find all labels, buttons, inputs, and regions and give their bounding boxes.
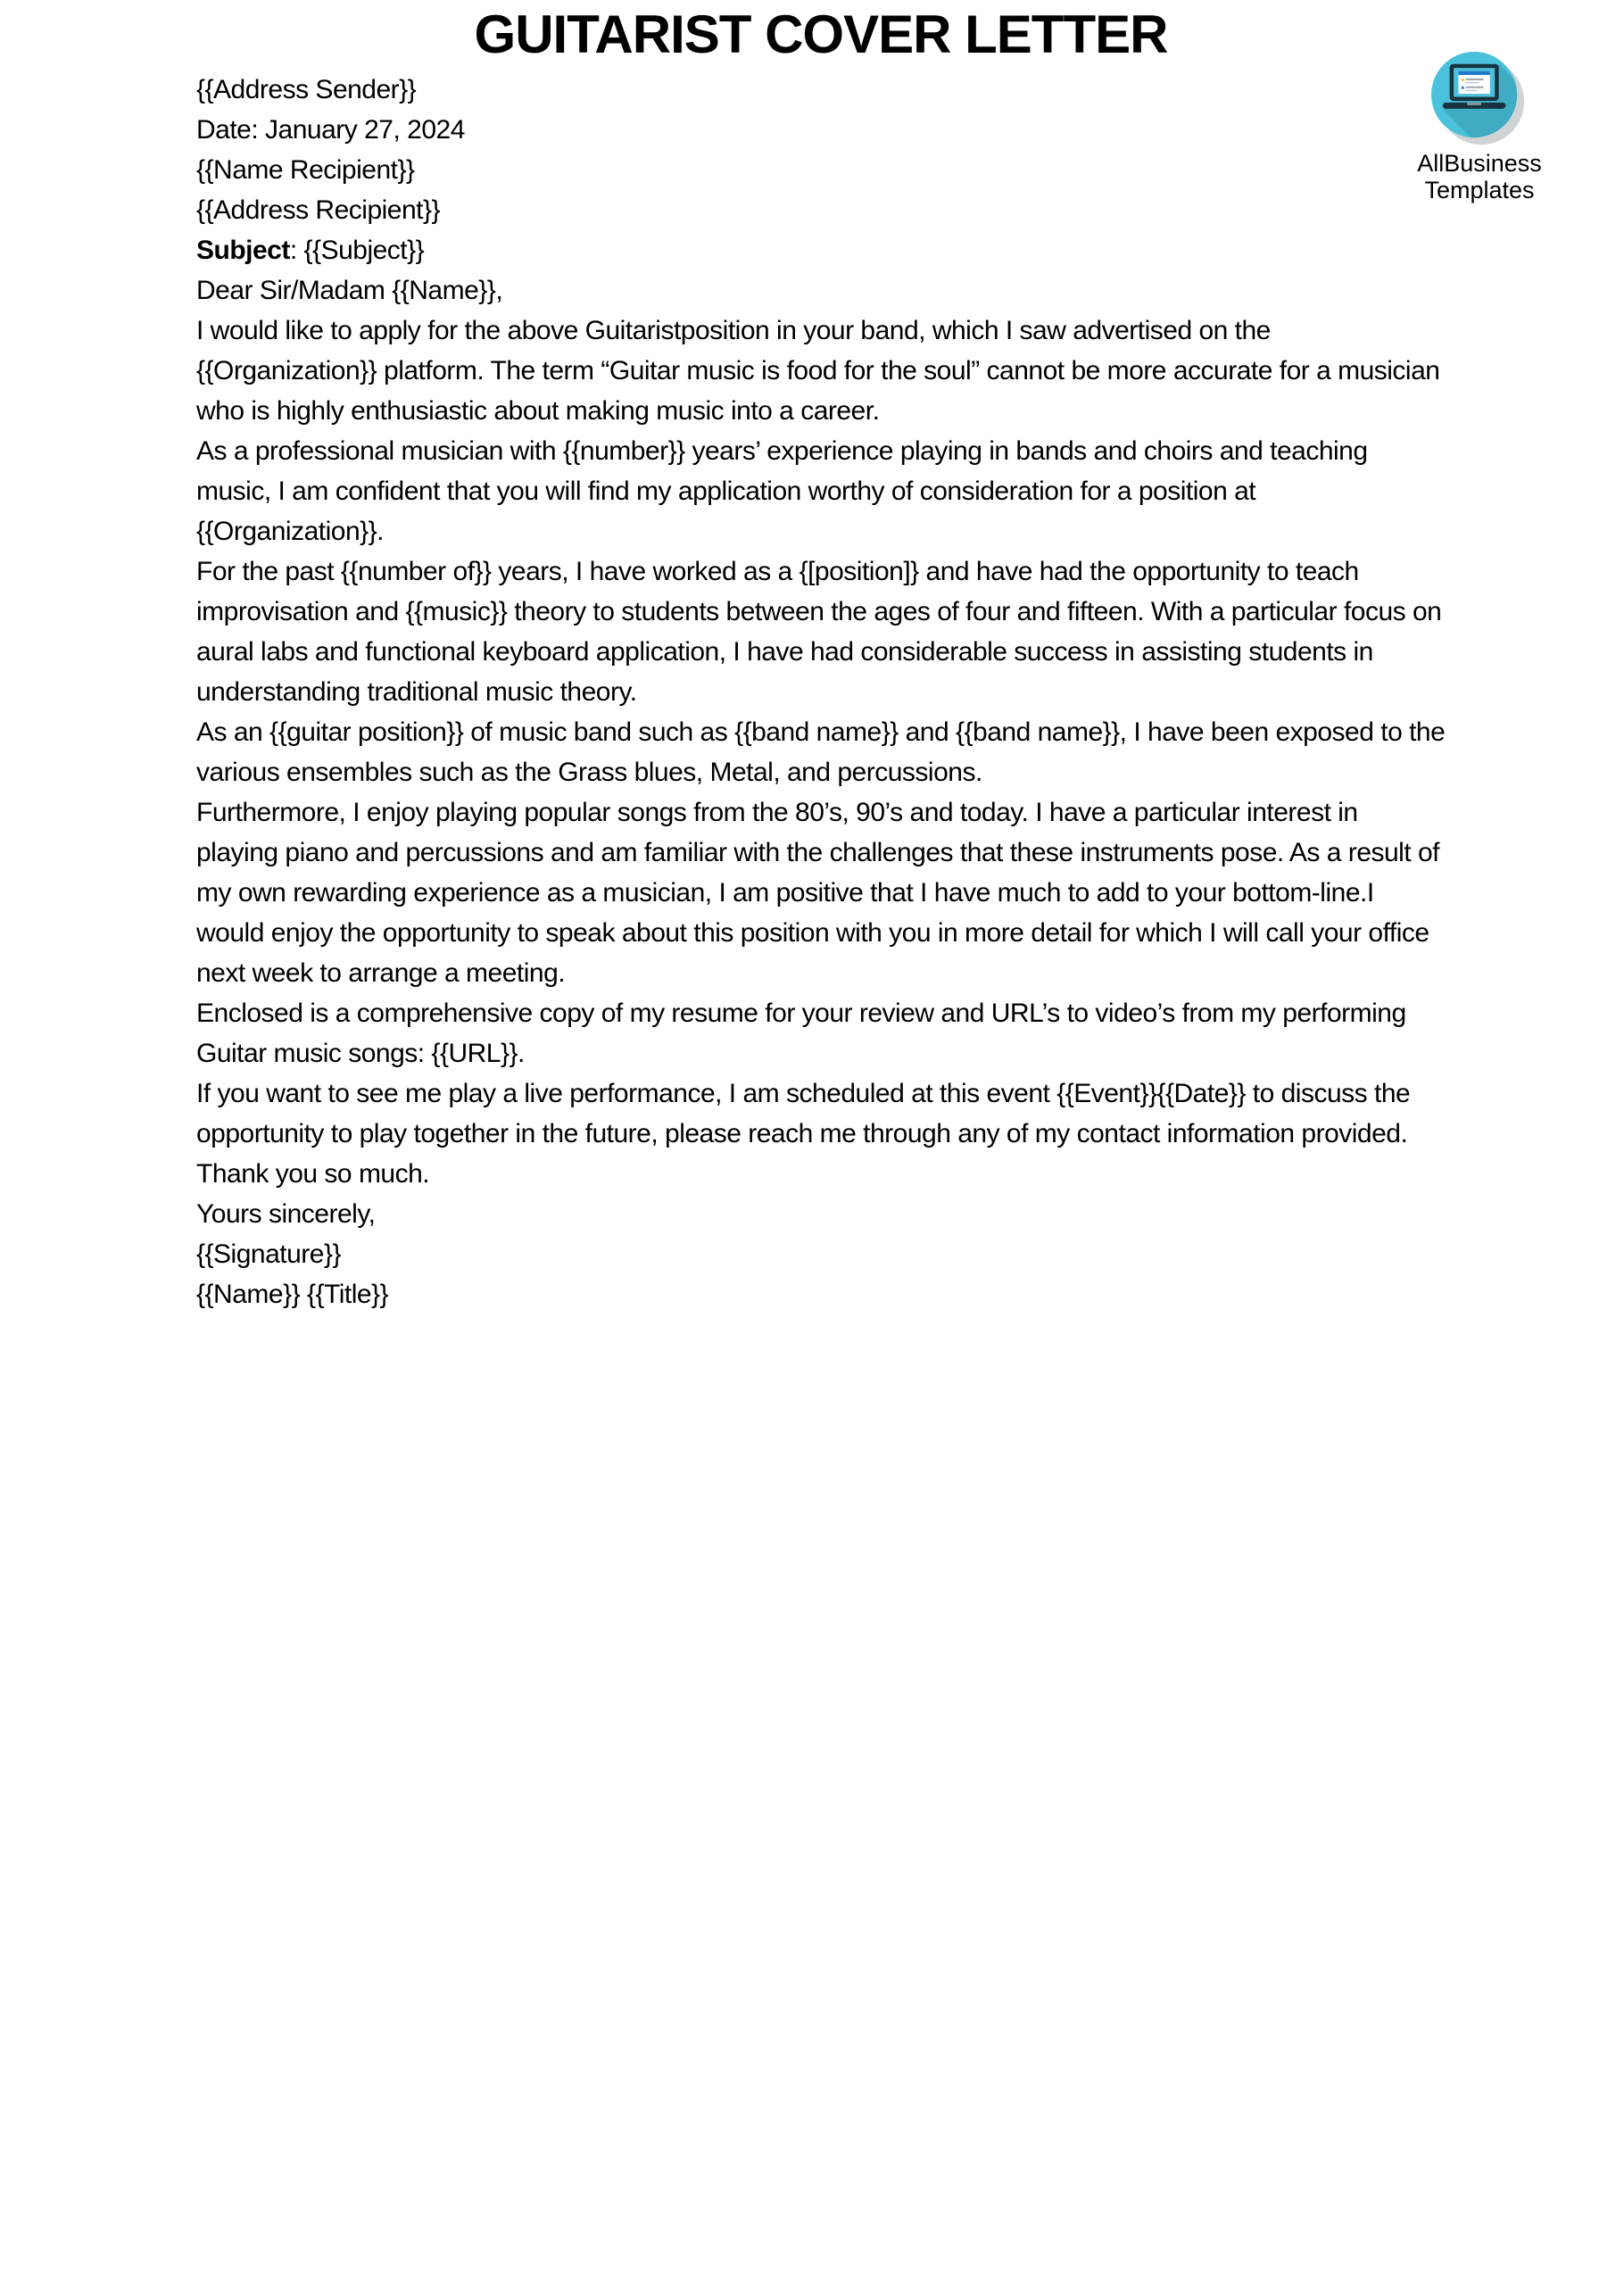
letter-body bbox=[196, 0, 1446, 1314]
recipient-block bbox=[196, 150, 1446, 230]
body-paragraph-7: If you want to see me play a live performance, I am scheduled at this event {{Event}}{{Date}} to discuss the opportunity to play together in the future, please reach me through any of my contact information provided. Thank you so much. bbox=[196, 1079, 1411, 1189]
subject-label: Subject bbox=[196, 236, 290, 265]
subject-value: : {{Subject}} bbox=[289, 236, 425, 265]
date-line: Date: January 27, 2024 bbox=[196, 115, 465, 145]
brand-name-line2: Templates bbox=[1424, 177, 1535, 203]
brand-name-line1: AllBusiness bbox=[1417, 150, 1542, 177]
body-paragraph-2: As a professional musician with {{number}} years’ experience playing in bands and choirs and teaching music, I am confident that you will find my application worthy of consideration for a position at {{Organization}}. bbox=[196, 436, 1368, 546]
subject-line bbox=[196, 230, 1446, 270]
closing-line: Yours sincerely, bbox=[196, 1199, 376, 1229]
body-paragraph-3: For the past {{number of}} years, I have worked as a {[position]} and have had the opportunity to teach improvisation and {{music}} theory to students between the ages of four and fifteen. With a particular focus on aural labs and functional keyboard application, I have had considerable success in assisting students in understanding traditional music theory. bbox=[196, 557, 1442, 707]
closing-block bbox=[196, 1194, 1446, 1314]
salutation: Dear Sir/Madam {{Name}}, bbox=[196, 276, 503, 305]
signature-placeholder: {{Signature}} bbox=[196, 1239, 342, 1269]
body-paragraph-4: As an {{guitar position}} of music band such as {{band name}} and {{band name}}, I have been exposed to the various ensembles such as the Grass blues, Metal, and percussions. bbox=[196, 717, 1446, 787]
body-paragraph-1: I would like to apply for the above Guitaristposition in your band, which I saw advertised on the {{Organization}} platform. The term “Guitar music is food for the soul” cannot be more accurate for a musician who is highly enthusiastic about making music into a career. bbox=[196, 316, 1440, 426]
sender-address: {{Address Sender}} bbox=[196, 75, 417, 104]
laptop-icon bbox=[1431, 52, 1528, 148]
recipient-name: {{Name Recipient}} bbox=[196, 155, 415, 185]
body-paragraph-5: Furthermore, I enjoy playing popular songs from the 80’s, 90’s and today. I have a particular interest in playing piano and percussions and am familiar with the challenges that these instruments pose. As a result of my own rewarding experience as a musician, I am positive that I have much to add to your bottom-line.I would enjoy the opportunity to speak about this position with you in more detail for which I will call your office next week to arrange a meeting. bbox=[196, 798, 1439, 988]
page-title: GUITARIST COVER LETTER bbox=[474, 4, 1168, 64]
name-title-placeholder: {{Name}} {{Title}} bbox=[196, 1280, 389, 1309]
body-paragraph-6: Enclosed is a comprehensive copy of my resume for your review and URL’s to video’s from my performing Guitar music songs: {{URL}}. bbox=[196, 999, 1406, 1068]
recipient-address: {{Address Recipient}} bbox=[196, 195, 441, 225]
